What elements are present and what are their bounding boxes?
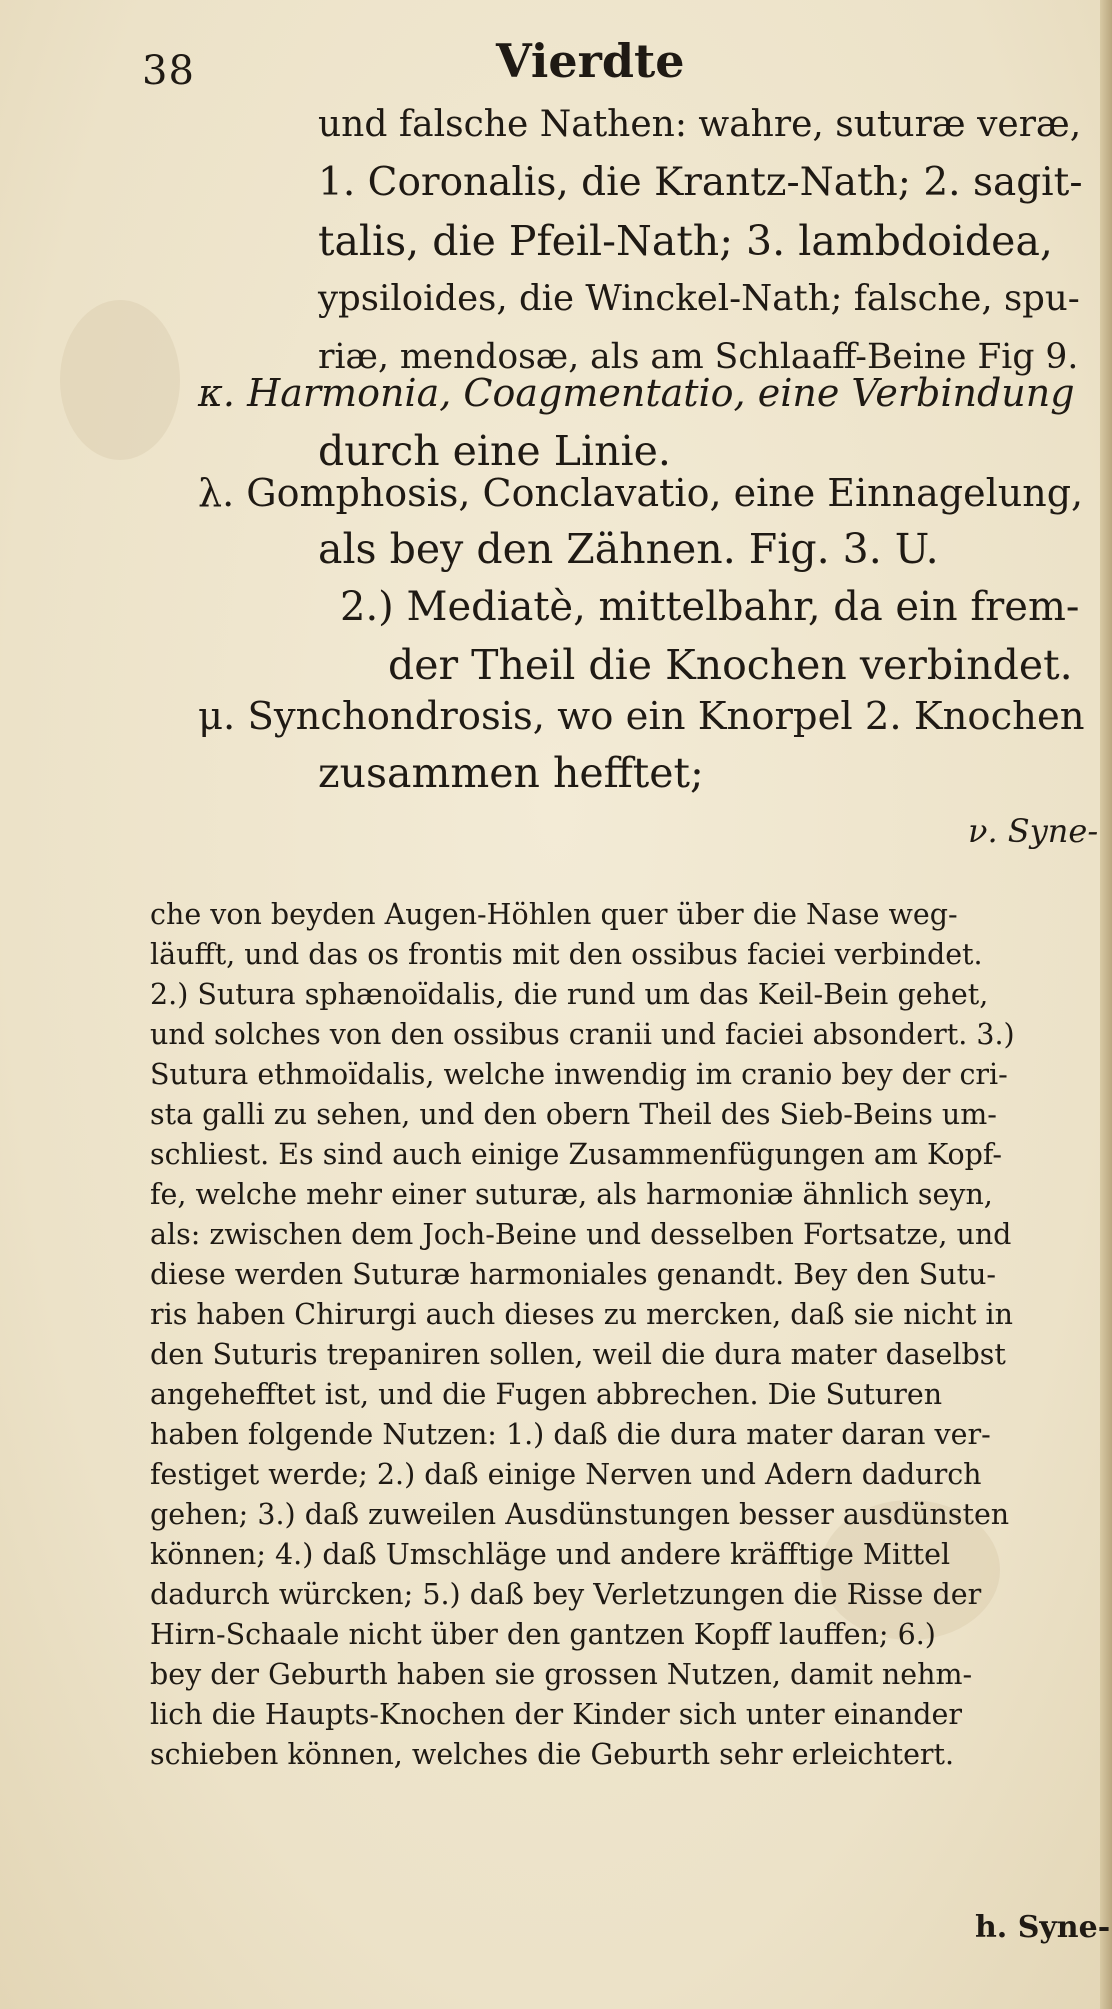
text-line: κ. Harmonia, Coagmentatio, eine Verbindung <box>198 371 1075 415</box>
text-line: bey der Geburth haben sie grossen Nutzen, damit nehm- <box>150 1658 973 1691</box>
text-line: μ. Synchondrosis, wo ein Knorpel 2. Knochen <box>198 694 1085 739</box>
text-line: als: zwischen dem Joch-Beine und desselben Fortsatze, und <box>150 1218 1012 1251</box>
text-line: den Suturis trepaniren sollen, weil die dura mater daselbst <box>150 1338 1006 1371</box>
text-line: 2.) Sutura sphænoïdalis, die rund um das Keil-Bein gehet, <box>150 978 989 1011</box>
text-line: als bey den Zähnen. Fig. 3. U. <box>318 525 939 573</box>
text-line: der Theil die Knochen verbindet. <box>388 641 1073 689</box>
text-line: ypsiloides, die Winckel-Nath; falsche, spu- <box>318 278 1080 319</box>
text-line: λ. Gomphosis, Conclavatio, eine Einnagelung, <box>198 471 1084 515</box>
text-line: fe, welche mehr einer suturæ, als harmoniæ ähnlich seyn, <box>150 1178 993 1211</box>
page-number: 38 <box>142 48 195 94</box>
text-line: 2.) Mediatè, mittelbahr, da ein frem- <box>340 584 1080 630</box>
text-line: Hirn-Schaale nicht über den gantzen Kopff lauffen; 6.) <box>150 1618 936 1651</box>
page-edge <box>1100 0 1112 2009</box>
text-line: angehefftet ist, und die Fugen abbrechen. Die Suturen <box>150 1378 943 1411</box>
text-line: durch eine Linie. <box>318 427 671 475</box>
text-line: diese werden Suturæ harmoniales genandt. Bey den Sutu- <box>150 1258 997 1291</box>
text-line: sta galli zu sehen, und den obern Theil des Sieb-Beins um- <box>150 1098 997 1131</box>
text-line: lich die Haupts-Knochen der Kinder sich unter einander <box>150 1698 963 1731</box>
running-head: Vierdte <box>496 34 685 88</box>
text-line: und solches von den ossibus cranii und faciei absondert. 3.) <box>150 1018 1015 1051</box>
text-line: Sutura ethmoïdalis, welche inwendig im cranio bey der cri- <box>150 1058 1008 1091</box>
text-line: schliest. Es sind auch einige Zusammenfügungen am Kopf- <box>150 1138 1003 1171</box>
text-line: 1. Coronalis, die Krantz-Nath; 2. sagit- <box>318 160 1083 205</box>
catchword: h. Syne- <box>975 1910 1111 1945</box>
text-line: talis, die Pfeil-Nath; 3. lambdoidea, <box>318 217 1053 265</box>
paper-stain <box>60 300 180 460</box>
text-line: schieben können, welches die Geburth sehr erleichtert. <box>150 1738 955 1771</box>
text-line: haben folgende Nutzen: 1.) daß die dura mater daran ver- <box>150 1418 991 1451</box>
text-line: läufft, und das os frontis mit den ossibus faciei verbindet. <box>150 938 983 971</box>
text-line: können; 4.) daß Umschläge und andere kräfftige Mittel <box>150 1538 951 1571</box>
text-line: gehen; 3.) daß zuweilen Ausdünstungen besser ausdünsten <box>150 1498 1010 1531</box>
text-line: zusammen hefftet; <box>318 749 704 797</box>
text-line: und falsche Nathen: wahre, suturæ veræ, <box>318 104 1082 145</box>
text-line: dadurch würcken; 5.) daß bey Verletzungen die Risse der <box>150 1578 982 1611</box>
text-line: che von beyden Augen-Höhlen quer über die Nase weg- <box>150 898 958 931</box>
text-line: festiget werde; 2.) daß einige Nerven und Adern dadurch <box>150 1458 982 1491</box>
catchword: ν. Syne- <box>968 812 1099 850</box>
text-line: ris haben Chirurgi auch dieses zu mercken, daß sie nicht in <box>150 1298 1014 1331</box>
text-line: riæ, mendosæ, als am Schlaaff-Beine Fig 9. <box>318 337 1079 377</box>
